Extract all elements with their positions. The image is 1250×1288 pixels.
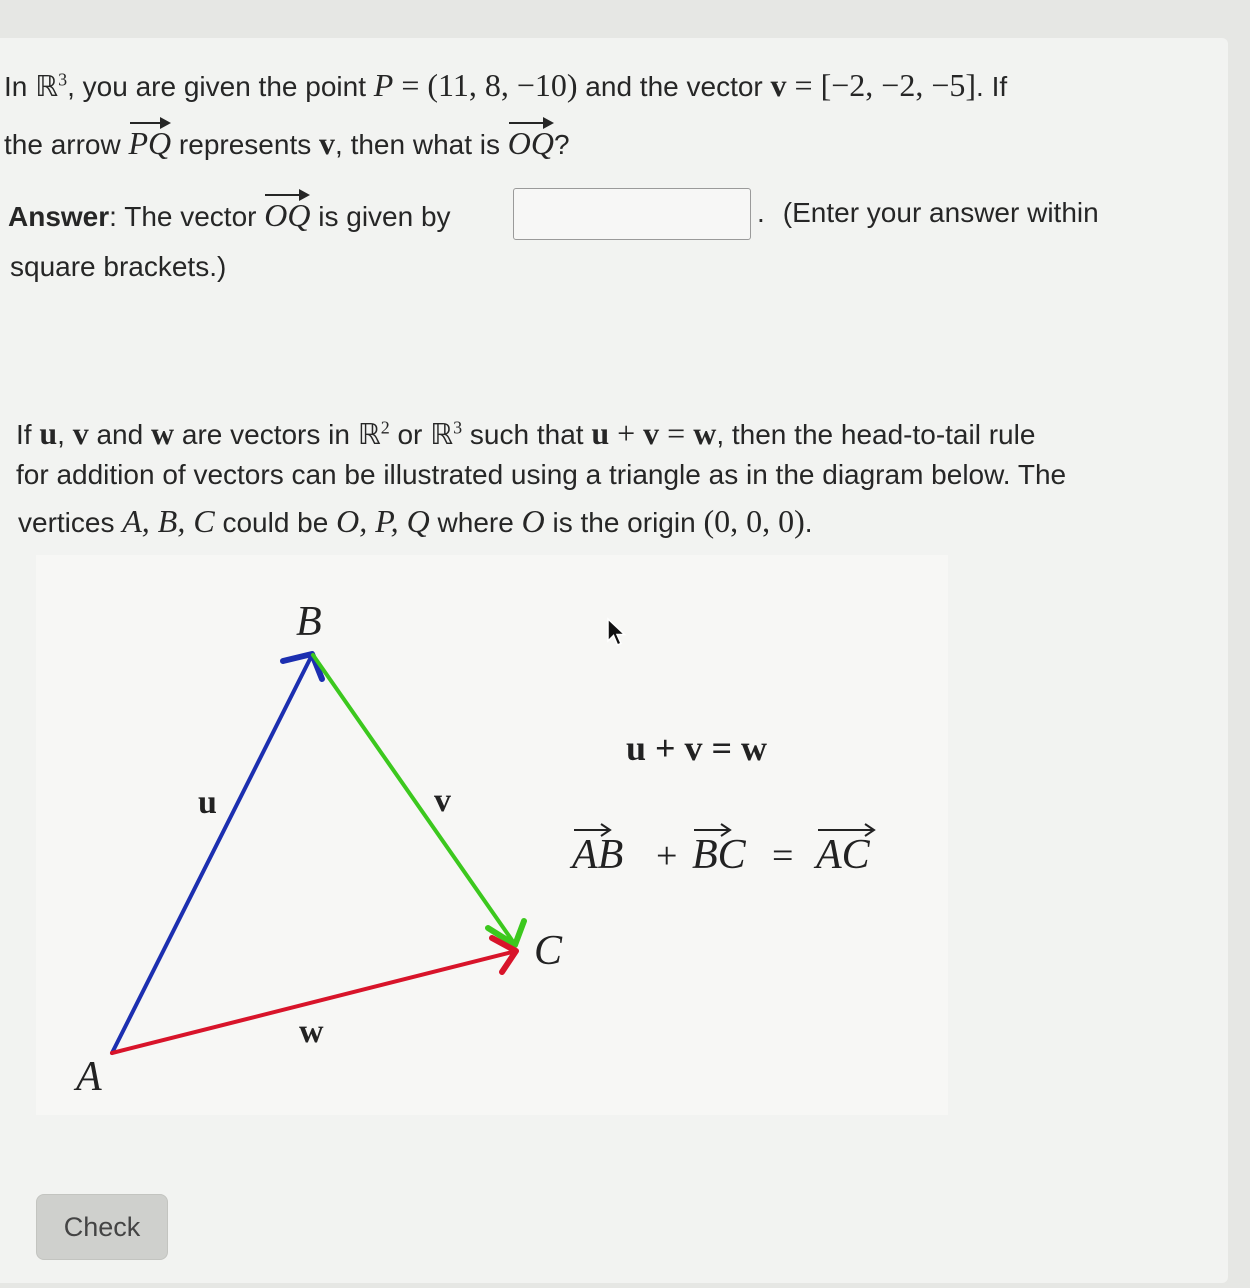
vector-oq: OQ (507, 125, 554, 161)
answer-hint-line-2: square brackets.) (10, 251, 227, 282)
real-space-symbol: ℝ (35, 69, 59, 103)
vector-v-arrow (313, 655, 514, 943)
question-line-1: In ℝ$^3$, you are given the point P = (11, 8, −10) and the vector v = [−2, −2, −5]. If (4, 67, 1008, 103)
equation-uvw: u + v = w (626, 728, 768, 768)
vector-u-label: u (198, 784, 217, 821)
info-line-2: for addition of vectors can be illustrated using a triangle as in the diagram below. The (16, 459, 1067, 490)
answer-line: Answer: The vector OQ is given by (8, 197, 451, 233)
vertex-c-label: C (534, 928, 563, 974)
mouse-cursor-icon (606, 617, 628, 649)
point-p: P (373, 67, 394, 103)
check-button[interactable]: Check (36, 1194, 168, 1260)
equation-ab: AB (572, 832, 624, 878)
triangle-svg (36, 555, 948, 1115)
answer-label: Answer (8, 201, 110, 232)
question-line-2: the arrow PQ represents v, then what is OQ? (4, 125, 570, 161)
vector-triangle-diagram (36, 555, 948, 1115)
vector-v-label: v (434, 782, 451, 819)
vector-u-arrow (112, 657, 311, 1053)
vector-v-components: = [−2, −2, −5] (786, 67, 977, 103)
point-p-coords: = (11, 8, −10) (393, 67, 578, 103)
equation-plus: + (656, 835, 678, 877)
equation-bc: BC (692, 832, 746, 878)
equation-ac: AC (816, 832, 870, 878)
vector-pq: PQ (128, 125, 172, 161)
answer-input[interactable] (513, 188, 751, 240)
info-line-1: If u, v and w are vectors in ℝ$^2$ or ℝ$^3$ such that u + v = w, then the head-to-tail rule (16, 415, 1036, 451)
vertex-a-label: A (76, 1054, 102, 1100)
answer-hint: . (Enter your answer within (757, 197, 1099, 228)
info-line-3: vertices A, B, C could be O, P, Q where O is the origin (0, 0, 0). (18, 503, 813, 539)
vertex-b-label: B (296, 599, 322, 645)
vector-w-label: w (299, 1013, 324, 1050)
equation-equals: = (772, 835, 794, 877)
